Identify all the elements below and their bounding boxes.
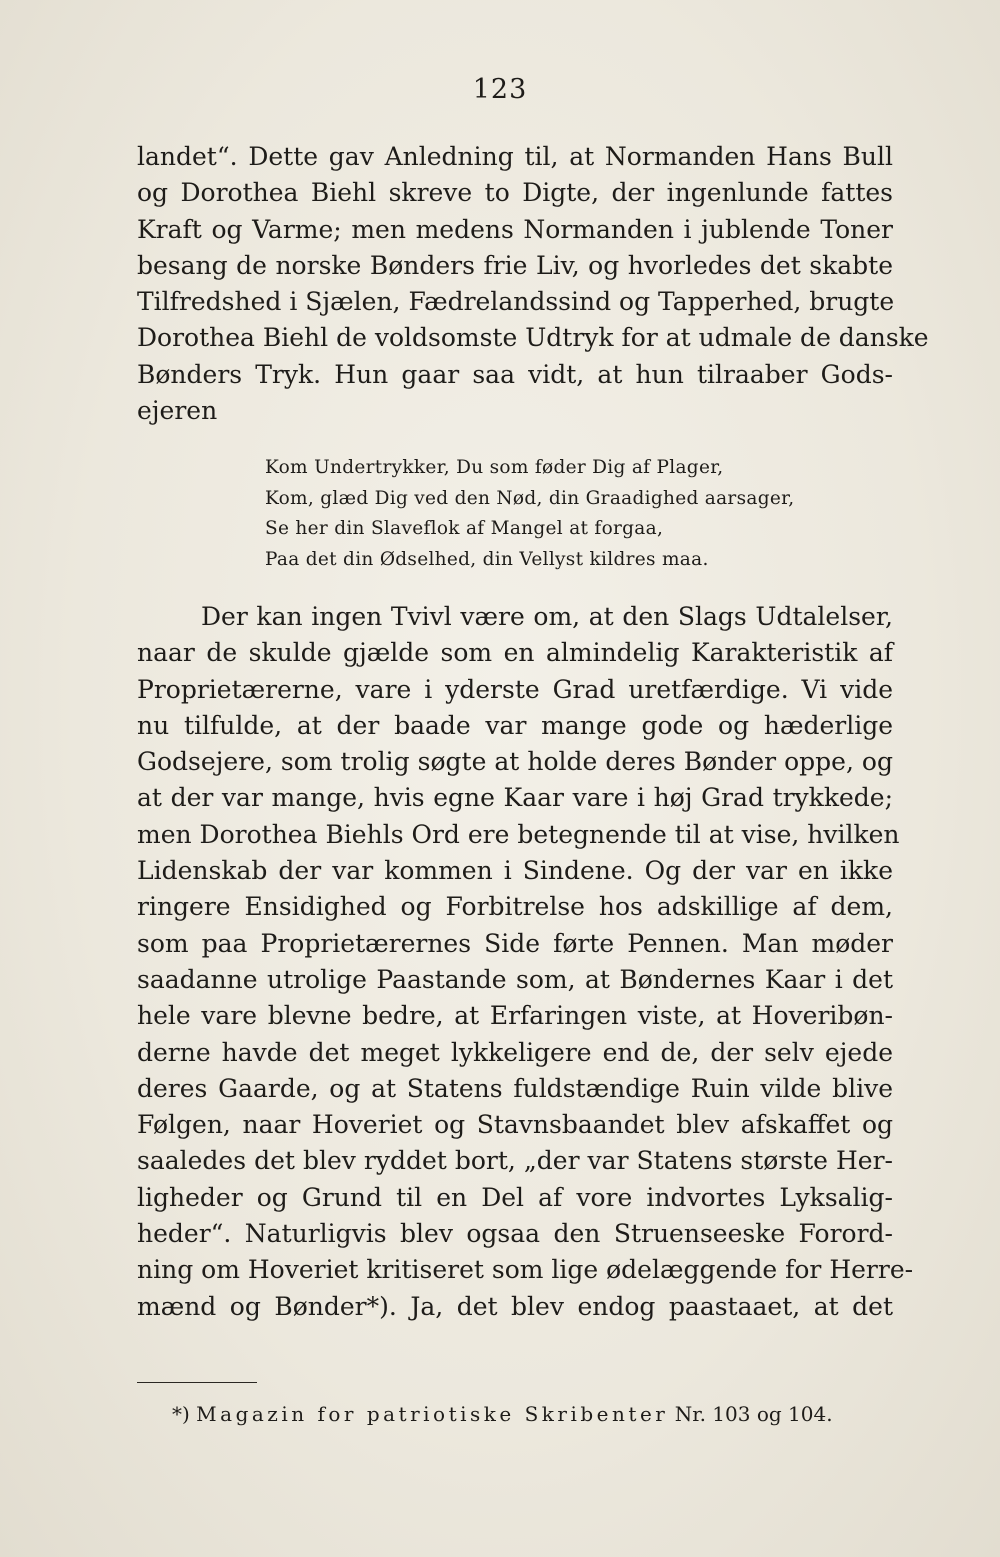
text-line: derne havde det meget lykkeligere end de, der selv ejede bbox=[137, 1037, 893, 1067]
text-line: ringere Ensidighed og Forbitrelse hos adskillige af dem, bbox=[137, 892, 893, 922]
text-line: at der var mange, hvis egne Kaar vare i høj Grad trykkede; bbox=[137, 783, 893, 813]
text-line: saaledes det blev ryddet bort, „der var Statens største Her- bbox=[137, 1146, 893, 1176]
page-number: 123 bbox=[472, 74, 528, 105]
text-line: Bønders Tryk. Hun gaar saa vidt, at hun tilraaber Gods- bbox=[137, 359, 893, 389]
text-line: Lidenskab der var kommen i Sindene. Og der var en ikke bbox=[137, 856, 893, 886]
text-line: som paa Proprietærernes Side førte Pennen. Man møder bbox=[137, 928, 893, 958]
verse-line: Se her din Slaveflok af Mangel at forgaa, bbox=[265, 518, 664, 539]
text-line: Proprietærerne, vare i yderste Grad uretfærdige. Vi vide bbox=[137, 674, 893, 704]
text-line: nu tilfulde, at der baade var mange gode og hæderlige bbox=[137, 710, 893, 740]
text-line: mænd og Bønder*). Ja, det blev endog paastaaet, at det bbox=[137, 1291, 893, 1321]
text-line: ligheder og Grund til en Del af vore indvortes Lyksalig- bbox=[137, 1182, 893, 1212]
text-line: hele vare blevne bedre, at Erfaringen viste, at Hoveribøn- bbox=[137, 1001, 893, 1031]
footnote-marker: *) bbox=[172, 1402, 190, 1426]
text-line: Godsejere, som trolig søgte at holde deres Bønder oppe, og bbox=[137, 747, 893, 777]
text-line: saadanne utrolige Paastande som, at Bøndernes Kaar i det bbox=[137, 964, 893, 994]
text-line: men Dorothea Biehls Ord ere betegnende til at vise, hvilken bbox=[137, 819, 900, 849]
text-line: ning om Hoveriet kritiseret som lige ødelæggende for Herre- bbox=[137, 1255, 914, 1285]
footnote bbox=[172, 1402, 833, 1426]
text-line: Følgen, naar Hoveriet og Stavnsbaandet blev afskaffet og bbox=[137, 1110, 893, 1140]
text-line: og Dorothea Biehl skreve to Digte, der ingenlunde fattes bbox=[137, 178, 893, 208]
paragraph-2 bbox=[137, 599, 914, 1325]
text-line: Dorothea Biehl de voldsomste Udtryk for at udmale de danske bbox=[137, 323, 929, 353]
text-line: besang de norske Bønders frie Liv, og hvorledes det skabte bbox=[137, 250, 893, 280]
text-line: Der kan ingen Tvivl være om, at den Slags Udtalelser, bbox=[201, 602, 893, 631]
footnote-divider bbox=[137, 1382, 257, 1383]
verse-line: Kom Undertrykker, Du som føder Dig af Plager, bbox=[265, 457, 724, 478]
footnote-source: Magazin for patriotiske Skribenter bbox=[196, 1402, 669, 1426]
paragraph-1 bbox=[137, 139, 929, 429]
footnote-reference: Nr. 103 og 104. bbox=[674, 1402, 833, 1426]
verse-line: Paa det din Ødselhed, din Vellyst kildres maa. bbox=[265, 548, 709, 570]
text-line: heder“. Naturligvis blev ogsaa den Struenseeske Forord- bbox=[137, 1219, 893, 1249]
text-line: deres Gaarde, og at Statens fuldstændige Ruin vilde blive bbox=[137, 1073, 893, 1103]
text-line: ejeren bbox=[137, 396, 218, 426]
text-line: naar de skulde gjælde som en almindelig Karakteristik af bbox=[137, 638, 893, 668]
text-line: Tilfredshed i Sjælen, Fædrelandssind og Tapperhed, brugte bbox=[137, 287, 895, 317]
verse-line: Kom, glæd Dig ved den Nød, din Graadighed aarsager, bbox=[265, 487, 795, 509]
text-line: landet“. Dette gav Anledning til, at Normanden Hans Bull bbox=[137, 142, 893, 171]
verse-quotation bbox=[265, 453, 845, 575]
text-line: Kraft og Varme; men medens Normanden i jublende Toner bbox=[137, 214, 893, 244]
